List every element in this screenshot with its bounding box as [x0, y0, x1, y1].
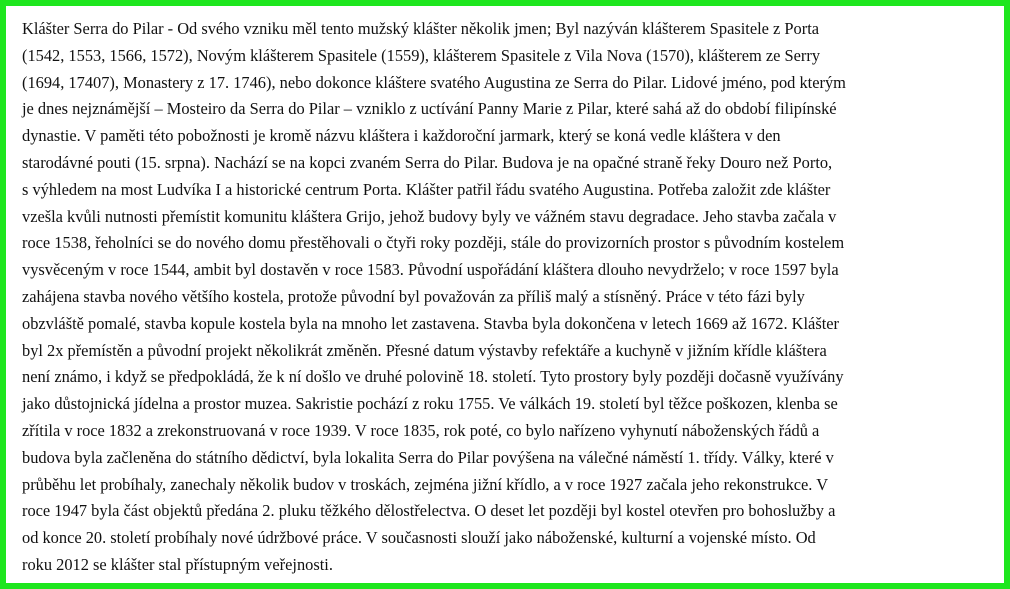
text-line: byl 2x přemístěn a původní projekt několikrát změněn. Přesné datum výstavby refektáře a kuchyně v jižním křídle kláštera [22, 340, 827, 360]
text-line: dynastie. V paměti této pobožnosti je kromě názvu kláštera i každoroční jarmark, který se koná vedle kláštera v den [22, 126, 781, 146]
text-line: není známo, i když se předpokládá, že k ní došlo ve druhé polovině 18. století. Tyto prostory byly později dočasně využívány [22, 367, 844, 387]
text-line: roku 2012 se klášter stal přístupným veřejnosti. [22, 554, 333, 574]
text-line: s výhledem na most Ludvíka I a historické centrum Porta. Klášter patřil řádu svatého Augustina. Potřeba založit zde klášter [22, 179, 831, 199]
text-line: průběhu let probíhaly, zanechaly několik budov v troskách, zejména jižní křídlo, a v roce 1927 začala jeho rekonstrukce. V [22, 474, 829, 494]
text-line: (1694, 17407), Monastery z 17. 1746), nebo dokonce kláštere svatého Augustina ze Serra do Pilar. Lidové jméno, pod kterým [22, 72, 846, 92]
text-line: Klášter Serra do Pilar - Od svého vzniku měl tento mužský klášter několik jmen; Byl nazýván klášterem Spasitele z Porta [22, 19, 820, 38]
text-line: vzešla kvůli nutnosti přemístit komunitu kláštera Grijo, jehož budovy byly ve vážném stavu degradace. Jeho stavba začala v [22, 206, 837, 226]
text-line: od konce 20. století probíhaly nové údržbové práce. V současnosti slouží jako náboženské, kulturní a vojenské místo. Od [22, 528, 816, 548]
text-line: je dnes nejznámější – Mosteiro da Serra do Pilar – vzniklo z uctívání Panny Marie z Pilar, které sahá až do období filipínské [22, 99, 837, 119]
text-line: zahájena stavba nového většího kostela, protože původní byl považován za příliš malý a stísněný. Práce v této fázi byly [22, 286, 805, 306]
text-line: roce 1947 byla část objektů předána 2. pluku těžkého dělostřelectva. O deset let později byl kostel otevřen pro bohoslužby a [22, 501, 836, 521]
text-line: starodávné pouti (15. srpna). Nachází se na kopci zvaném Serra do Pilar. Budova je na opačné straně řeky Douro než Porto, [22, 152, 833, 172]
text-line: vysvěceným v roce 1544, ambit byl dostavěn v roce 1583. Původní uspořádání kláštera dlouho nevydrželo; v roce 1597 byla [22, 260, 839, 280]
text-line: roce 1538, řeholníci se do nového domu přestěhovali o čtyři roky později, stále do provizorních prostor s původním kostelem [22, 233, 845, 253]
text-line: obzvláště pomalé, stavba kopule kostela byla na mnoho let zastavena. Stavba byla dokončena v letech 1669 až 1672. Klášter [22, 313, 839, 333]
text-line: (1542, 1553, 1566, 1572), Novým klášterem Spasitele (1559), klášterem Spasitele z Vila Nova (1570), klášterem ze Serry [22, 45, 821, 65]
article-text [22, 16, 1010, 579]
text-line: jako důstojnická jídelna a prostor muzea. Sakristie pochází z roku 1755. Ve válkách 19. století byl těžce poškozen, klenba se [22, 394, 838, 414]
text-line: budova byla začleněna do státního dědictví, byla lokalita Serra do Pilar povýšena na válečné náměstí 1. třídy. Války, které v [22, 447, 834, 467]
text-line: zřítila v roce 1832 a zrekonstruovaná v roce 1939. V roce 1835, rok poté, co bylo nařízeno vyhynutí náboženských řádů a [22, 420, 820, 440]
